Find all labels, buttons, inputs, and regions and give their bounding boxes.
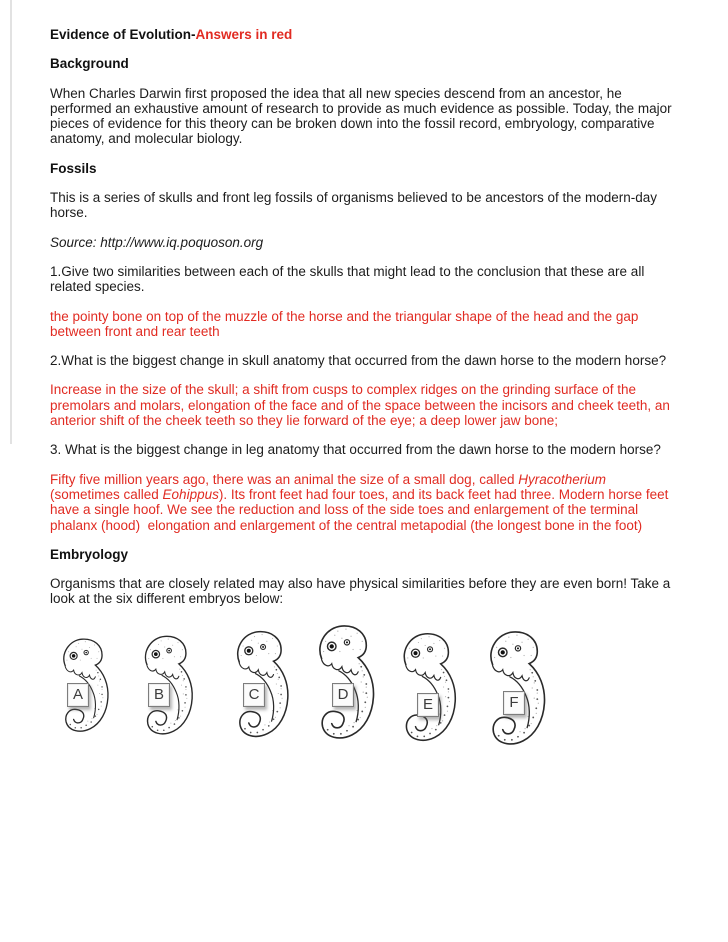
embryo-figure-d: [312, 621, 384, 745]
answer-3: Fifty five million years ago, there was an animal the size of a small dog, called Hyracotherium (sometimes called Eohippus). Its front feet had four toes, and its back feet had three. Modern horse feet have a single hoof. We see the reduction and loss of the side toes and enlargement of the terminal phalanx (hood) elongation and enlargement of the central metapodial (the longest bone in the foot): [50, 471, 673, 533]
embryo-figure-f: [482, 627, 556, 751]
embryo-label-e: E: [417, 693, 439, 717]
embryo-drawing-e: [395, 629, 467, 747]
question-3: 3. What is the biggest change in leg anatomy that occurred from the dawn horse to the modern horse?: [50, 442, 661, 458]
embryo-figure-b: [138, 632, 202, 740]
embryo-figure-e: [395, 629, 467, 747]
embryo-label-b: B: [148, 683, 170, 707]
background-paragraph: When Charles Darwin first proposed the idea that all new species descend from an ancestor, he performed an exhaustive amount of research to provide as much evidence as possible. Today, the major pieces of evidence for this theory can be broken down into the fossil record, embryology, comparative anatomy, and molecular biology.: [50, 85, 672, 147]
title-answers-note: Answers in red: [195, 27, 293, 42]
embryo-figure-a: [55, 635, 119, 737]
embryo-drawing-f: [482, 627, 556, 751]
embryology-paragraph: Organisms that are closely related may also have physical similarities before they are even born! Take a look at the six different embryos below:: [50, 576, 671, 607]
embryo-figure-row: [50, 621, 690, 791]
heading-embryology: Embryology: [50, 546, 129, 562]
embryo-icon: [482, 627, 556, 751]
answer-1: the pointy bone on top of the muzzle of the horse and the triangular shape of the head and the gap between front and rear teeth: [50, 308, 639, 339]
heading-fossils: Fossils: [50, 160, 97, 176]
answer-2: Increase in the size of the skull; a shift from cusps to complex ridges on the grinding surface of the premolars and molars, elongation of the face and of the space between the incisors and cheek teeth, an anterior shift of the cheek teeth so they lie forward of the eye; a deep lower jaw bone;: [50, 382, 670, 429]
question-1: 1.Give two similarities between each of the skulls that might lead to the conclusion that these are all related species.: [50, 263, 645, 295]
heading-background: Background: [50, 56, 129, 72]
embryo-label-f: F: [503, 691, 525, 715]
page-edge-line: [10, 0, 12, 444]
document-title: [50, 27, 728, 42]
fossils-intro-paragraph: This is a series of skulls and front leg fossils of organisms believed to be ancestors of the modern-day horse.: [50, 190, 658, 221]
question-2: 2.What is the biggest change in skull anatomy that occurred from the dawn horse to the modern horse?: [50, 353, 667, 369]
embryo-figure-c: [228, 627, 300, 743]
title-main: Evidence of Evolution-: [50, 27, 196, 42]
embryo-label-d: D: [332, 683, 354, 707]
embryo-label-c: C: [243, 683, 265, 707]
source-citation: Source: http://www.iq.poquoson.org: [50, 234, 264, 250]
embryo-label-a: A: [67, 683, 89, 707]
embryo-icon: [395, 629, 467, 747]
